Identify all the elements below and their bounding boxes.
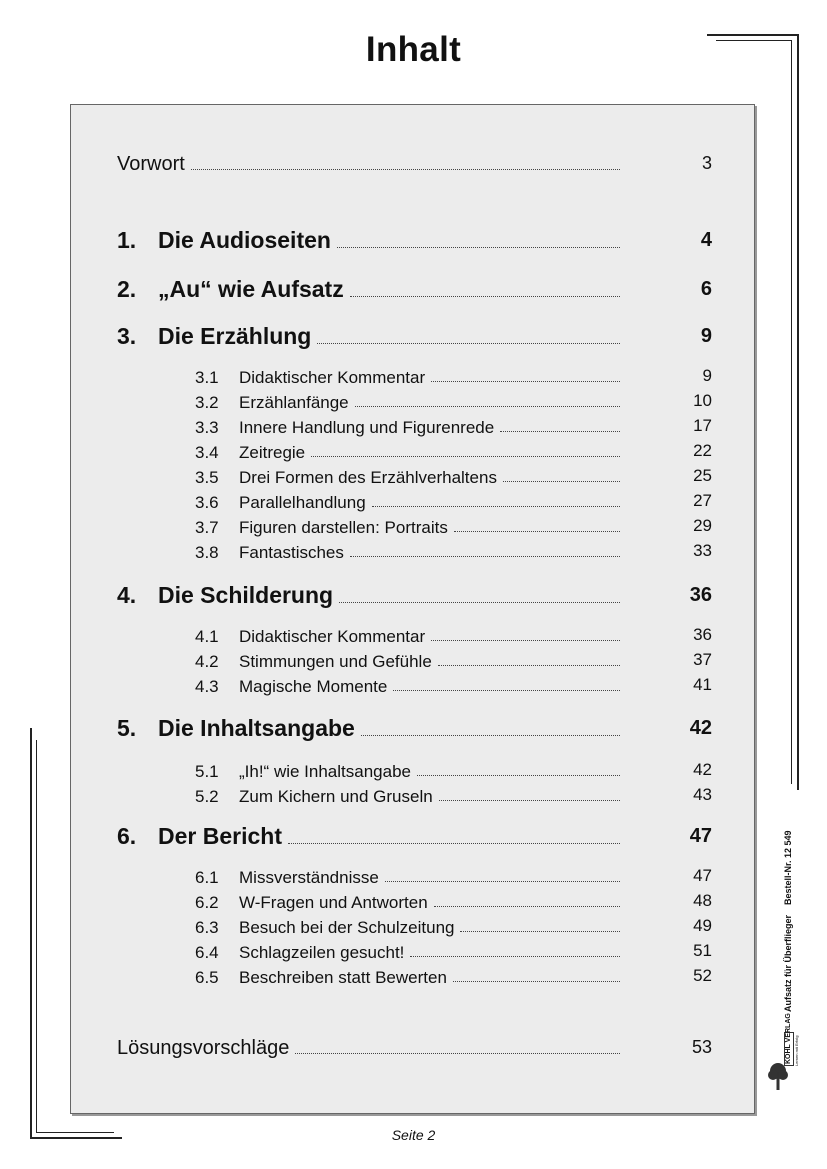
toc-chapter-3: [117, 320, 712, 350]
toc-entry-number: 5.: [117, 715, 137, 741]
toc-section-5-2: [195, 777, 712, 807]
frame-line-top-right-horizontal-inner: [716, 40, 792, 41]
toc-section-3-8: [195, 533, 712, 563]
toc-entry-label: Die Erzählung: [158, 323, 312, 349]
toc-chapter-5: [117, 712, 712, 742]
tree-logo-icon: [768, 1062, 788, 1092]
publisher-logo: [768, 1013, 814, 1092]
toc-entry-number: 4.: [117, 582, 137, 608]
toc-dot-leader: [500, 431, 620, 432]
toc-dot-leader: [350, 296, 620, 297]
toc-dot-leader: [361, 735, 620, 736]
toc-chapter-4: [117, 579, 712, 609]
toc-entry-label: W-Fragen und Antworten: [239, 893, 428, 912]
toc-entry-page: 53: [691, 1037, 712, 1057]
toc-entry-page: 25: [693, 466, 712, 485]
toc-entry-label: Magische Momente: [239, 677, 388, 696]
frame-line-top-right-horizontal: [707, 34, 798, 36]
toc-entry-page: 48: [693, 891, 712, 910]
frame-line-top-right-vertical: [797, 34, 799, 790]
toc-entry-number: 4.3: [195, 677, 219, 696]
toc-entry-page: 47: [689, 825, 712, 847]
toc-entry-label: Innere Handlung und Figurenrede: [239, 418, 495, 437]
toc-entry-label: Schlagzeilen gesucht!: [239, 943, 405, 962]
toc-entry-number: 6.4: [195, 943, 219, 962]
toc-entry-label: Parallelhandlung: [239, 493, 366, 512]
toc-entry-number: 3.1: [195, 368, 219, 387]
page-footer: Seite 2: [391, 1127, 436, 1143]
toc-entry-label: Didaktischer Kommentar: [239, 627, 426, 646]
toc-entry-page: 29: [693, 516, 712, 535]
toc-dot-leader: [317, 343, 620, 344]
toc-entry-page: 49: [693, 916, 712, 935]
toc-dot-leader: [434, 906, 620, 907]
toc-entry-label: Lösungsvorschläge: [117, 1037, 290, 1059]
toc-dot-leader: [431, 381, 620, 382]
toc-entry-label: Vorwort: [117, 153, 185, 175]
toc-entry-page: 42: [689, 717, 712, 739]
frame-line-bottom-left-vertical: [30, 728, 32, 1139]
toc-entry-number: 5.1: [195, 762, 219, 781]
toc-dot-leader: [503, 481, 620, 482]
toc-dot-leader: [438, 665, 620, 666]
toc-entry-number: 2.: [117, 276, 137, 302]
frame-line-top-right-vertical-inner: [791, 40, 792, 784]
toc-entry-page: 17: [693, 416, 712, 435]
toc-dot-leader: [431, 640, 620, 641]
toc-entry-label: Didaktischer Kommentar: [239, 368, 426, 387]
toc-dot-leader: [339, 602, 620, 603]
toc-entry-label: Zum Kichern und Gruseln: [239, 787, 433, 806]
toc-entry-number: 3.3: [195, 418, 219, 437]
toc-dot-leader: [385, 881, 620, 882]
publisher-name: KOHL VERLAG: [785, 1013, 792, 1064]
toc-entry-number: 3.6: [195, 493, 219, 512]
side-label: [783, 802, 793, 1012]
toc-entry-page: 10: [693, 391, 712, 410]
toc-entry-number: 3.5: [195, 468, 219, 487]
toc-entry-vorwort: [117, 146, 712, 176]
toc-entry-label: Die Inhaltsangabe: [158, 715, 355, 741]
toc-entry-page: 4: [700, 229, 712, 251]
toc-entry-label: Besuch bei der Schulzeitung: [239, 918, 455, 937]
toc-dot-leader: [311, 456, 620, 457]
page-title: Inhalt: [365, 30, 462, 69]
toc-entry-page: 47: [693, 866, 712, 885]
order-number: Bestell-Nr. 12 549: [783, 830, 793, 905]
toc-entry-number: 6.5: [195, 968, 219, 987]
toc-entry-number: 3.2: [195, 393, 219, 412]
toc-entry-label: Der Bericht: [158, 823, 282, 849]
toc-entry-loesungsvorschlaege: [117, 1030, 712, 1060]
toc-entry-number: 4.1: [195, 627, 219, 646]
book-title: Aufsatz für Überflieger: [783, 914, 793, 1012]
toc-entry-label: Drei Formen des Erzählverhaltens: [239, 468, 497, 487]
toc-entry-page: 37: [693, 650, 712, 669]
toc-entry-page: 43: [693, 785, 712, 804]
toc-entry-label: Die Schilderung: [158, 582, 334, 608]
toc-entry-page: 52: [693, 966, 712, 985]
toc-entry-page: 51: [693, 941, 712, 960]
toc-dot-leader: [393, 690, 620, 691]
toc-dot-leader: [350, 556, 620, 557]
toc-entry-page: 42: [693, 760, 712, 779]
toc-entry-number: 1.: [117, 227, 137, 253]
toc-entry-number: 3.: [117, 323, 137, 349]
toc-dot-leader: [454, 531, 620, 532]
toc-dot-leader: [355, 406, 620, 407]
toc-chapter-2: [117, 273, 712, 303]
toc-entry-label: „Au“ wie Aufsatz: [158, 276, 344, 302]
toc-chapter-1: [117, 224, 712, 254]
toc-section-6-5: [195, 958, 712, 988]
toc-entry-label: Figuren darstellen: Portraits: [239, 518, 448, 537]
toc-entry-label: „Ih!“ wie Inhaltsangabe: [239, 762, 411, 781]
toc-dot-leader: [453, 981, 620, 982]
toc-entry-number: 5.2: [195, 787, 219, 806]
toc-entry-label: Fantastisches: [239, 543, 344, 562]
toc-entry-page: 9: [702, 366, 712, 385]
toc-entry-page: 9: [700, 325, 712, 347]
toc-entry-page: 36: [693, 625, 712, 644]
toc-entry-number: 3.7: [195, 518, 219, 537]
toc-entry-number: 6.3: [195, 918, 219, 937]
toc-section-4-3: [195, 667, 712, 697]
toc-dot-leader: [295, 1053, 620, 1054]
toc-entry-number: 6.1: [195, 868, 219, 887]
toc-entry-number: 6.: [117, 823, 137, 849]
toc-dot-leader: [337, 247, 620, 248]
toc-entry-page: 36: [689, 584, 712, 606]
toc-entry-label: Missverständnisse: [239, 868, 379, 887]
toc-dot-leader: [410, 956, 620, 957]
publisher-mark: [784, 1013, 799, 1066]
toc-dot-leader: [417, 775, 620, 776]
toc-entry-page: 22: [693, 441, 712, 460]
toc-entry-page: 6: [700, 278, 712, 300]
toc-entry-label: Zeitregie: [239, 443, 306, 462]
toc-dot-leader: [460, 931, 620, 932]
toc-entry-number: 6.2: [195, 893, 219, 912]
toc-dot-leader: [288, 843, 620, 844]
toc-entry-label: Stimmungen und Gefühle: [239, 652, 432, 671]
toc-entry-label: Erzählanfänge: [239, 393, 349, 412]
toc-entry-page: 27: [693, 491, 712, 510]
toc-entry-page: 41: [693, 675, 712, 694]
toc-chapter-6: [117, 820, 712, 850]
toc-entry-number: 4.2: [195, 652, 219, 671]
toc-entry-number: 3.4: [195, 443, 219, 462]
toc-entry-page: 33: [693, 541, 712, 560]
toc-entry-label: Beschreiben statt Bewerten: [239, 968, 447, 987]
toc-entry-label: Die Audioseiten: [158, 227, 331, 253]
publisher-tagline: Lernen mit Erfolg: [794, 1035, 799, 1066]
toc-dot-leader: [372, 506, 620, 507]
toc-entry-page: 3: [701, 153, 712, 173]
toc-entry-number: 3.8: [195, 543, 219, 562]
frame-line-bottom-left-vertical-inner: [36, 740, 37, 1133]
toc-dot-leader: [191, 169, 620, 170]
toc-dot-leader: [439, 800, 620, 801]
